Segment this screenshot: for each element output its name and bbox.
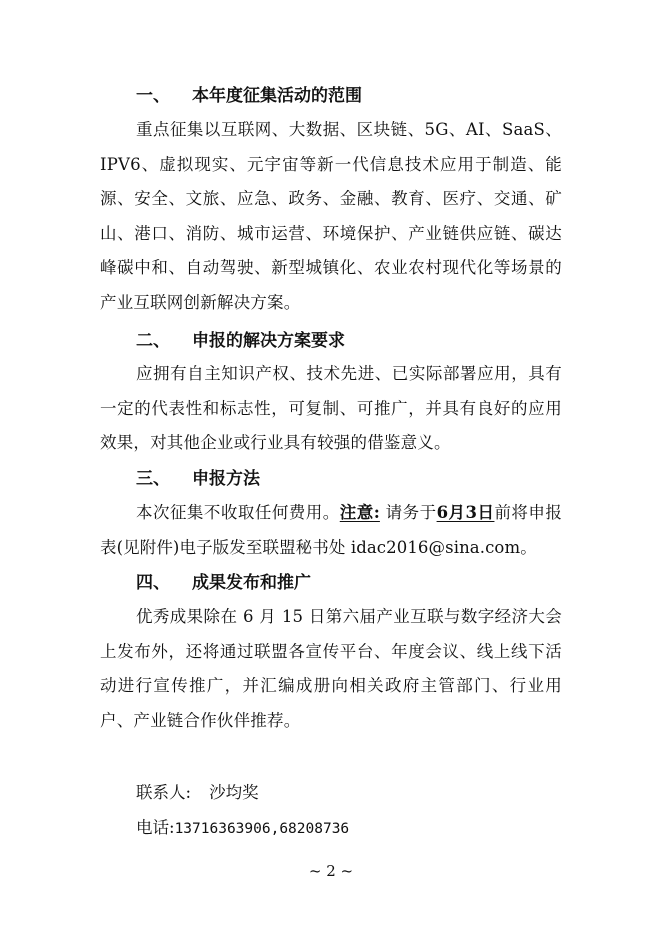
contact-phone [136,818,349,839]
section-4-body: 优秀成果除在 6 月 15 日第六届产业互联与数字经济大会上发布外，还将通过联盟各宣传平台、年度会议、线上线下活动进行宣传推广，并汇编成册向相关政府主管部门、行业用户、产业链合作伙伴推荐。 [100,607,562,730]
section-2-number: 二、 [136,331,170,351]
section-2-heading [136,331,345,351]
section-3-body-part2: 请务于 [379,503,437,522]
section-1-heading [136,86,362,106]
deadline-date: 6月3日 [436,503,495,522]
section-3-heading [136,469,260,489]
section-3-title: 申报方法 [192,469,260,489]
section-3-body-part1: 本次征集不收取任何费用。 [136,503,340,522]
section-4-number: 四、 [136,573,170,593]
page-number: ~ 2 ~ [308,862,354,880]
section-2-body: 应拥有自主知识产权、技术先进、已实际部署应用，具有一定的代表性和标志性，可复制、可推广，并具有良好的应用效果，对其他企业或行业具有较强的借鉴意义。 [100,364,562,453]
notice-label: 注意: [339,503,380,522]
contact-person-name: 沙均奖 [209,783,259,802]
contact-phone-label: 电话: [136,818,175,837]
section-1-number: 一、 [136,86,170,106]
section-1-title: 本年度征集活动的范围 [192,86,362,106]
section-4-title: 成果发布和推广 [192,573,311,593]
section-3-number: 三、 [136,469,170,489]
section-3-body-part3: 前将申报表(见附件)电子版发至联盟秘书处 idac2016@sina.com。 [100,503,562,557]
section-2-title: 申报的解决方案要求 [192,331,345,351]
contact-phone-numbers: 13716363906,68208736 [174,821,350,837]
section-1-body: 重点征集以互联网、大数据、区块链、5G、AI、SaaS、IPV6、虚拟现实、元宇宙等新一代信息技术应用于制造、能源、安全、文旅、应急、政务、金融、教育、医疗、交通、矿山、港口、消防、城市运营、环境保护、产业链供应链、碳达峰碳中和、自动驾驶、新型城镇化、农业农村现代化等场景的产业互联网创新解决方案。 [100,120,562,312]
contact-person [136,783,259,803]
contact-person-label: 联系人: [136,783,192,802]
section-3-body [100,496,562,565]
section-4-heading [136,573,311,593]
